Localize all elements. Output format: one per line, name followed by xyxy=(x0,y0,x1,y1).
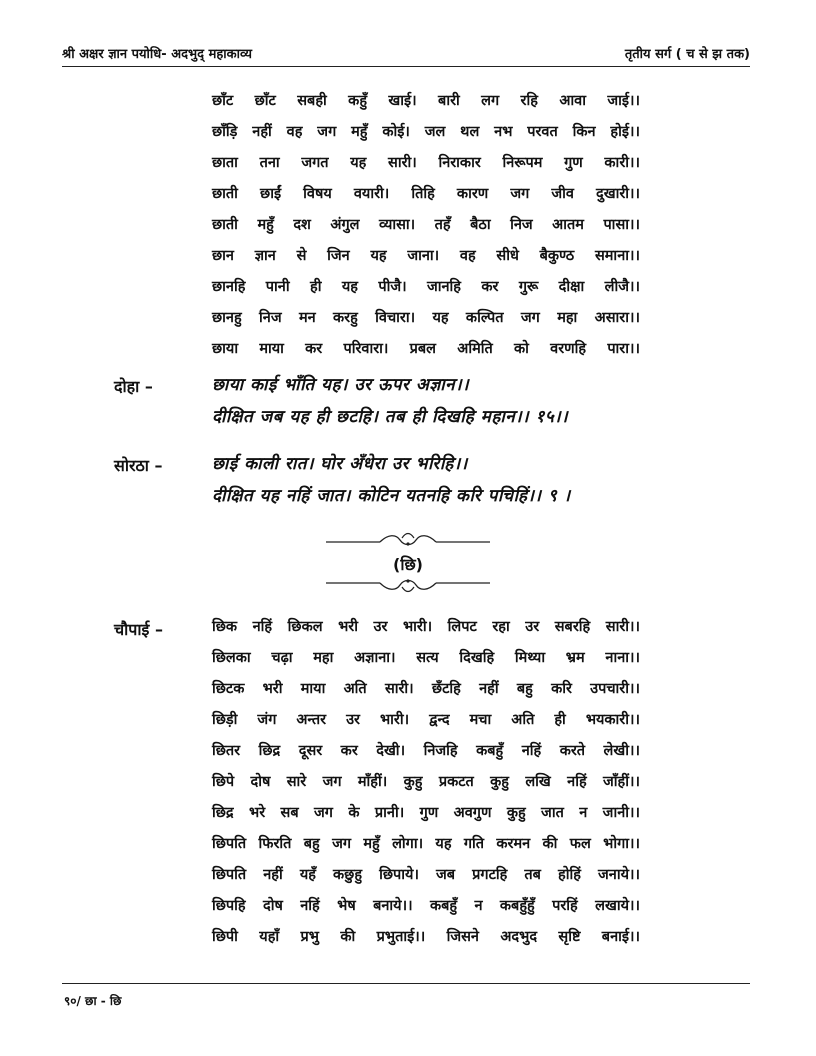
verse-line: छिपहि दोष नहिं भेष बनाये।। कबहुँ न कबहुँहुँ परहिं लखाये।। xyxy=(212,898,640,914)
ornament-divider-top xyxy=(318,530,498,550)
verse-line: छानहि पानी ही यह पीजै। जानहि कर गुरू दीक्षा लीजै।। xyxy=(212,279,640,295)
doha-block xyxy=(212,369,702,433)
verse-line: छितर छिद्र दूसर कर देखी। निजहि कबहुँ नहिं करते लेखी।। xyxy=(212,743,640,759)
section-heading: (छि) xyxy=(393,555,423,574)
verse-line: छिपति फिरति बहु जग महुँ लोगा। यह गति करमन की फल भोगा।। xyxy=(212,836,640,852)
verse-line: छाँड़ि नहीं वह जग महुँ कोई। जल थल नभ परवत किन होई।। xyxy=(212,124,640,140)
verse-line: छिपे दोष सारे जग माँहीं। कुहु प्रकटत कुहु लखि नहिं जाँहीं।। xyxy=(212,774,640,790)
book-title: श्री अक्षर ज्ञान पयोधि- अदभुद् महाकाव्य xyxy=(62,47,252,62)
sortha-line: दीक्षित यह नहिं जात। कोटिन यतनहि करि पचिहिं।। ९ । xyxy=(212,486,571,506)
verse-line: छाती महुँ दश अंगुल व्यासा। तहँ बैठा निज आतम पासा।। xyxy=(212,217,640,233)
verse-line: छानहु निज मन करहु विचारा। यह कल्पित जग महा असारा।। xyxy=(212,310,640,326)
verse-line: छाता तना जगत यह सारी। निराकार निरूपम गुण कारी।। xyxy=(212,155,640,171)
doha-line: छाया काई भाँति यह। उर ऊपर अज्ञान।। xyxy=(212,375,470,395)
verse-line: छिटक भरी माया अति सारी। छँटहि नहीं बहु करि उपचारी।। xyxy=(212,681,640,697)
verse-line: छिड़ी जंग अन्तर उर भारी। द्वन्द मचा अति ही भयकारी।। xyxy=(212,712,640,728)
footer-rule xyxy=(62,983,750,984)
verse-line: छिद्र भरे सब जग के प्रानी। गुण अवगुण कुहु जात न जानी।। xyxy=(212,805,640,821)
page-header xyxy=(62,42,750,64)
verse-line: छिक नहिं छिकल भरी उर भारी। लिपट रहा उर सबरहि सारी।। xyxy=(212,619,640,635)
sortha-line: छाई काली रात। घोर अँधेरा उर भरिहि।। xyxy=(212,454,468,474)
verse-line: छिपी यहाँ प्रभु की प्रभुताई।। जिसने अदभुद सृष्टि बनाई।। xyxy=(212,929,640,945)
doha-line: दीक्षित जब यह ही छटहि। तब ही दिखहि महान।। १५।। xyxy=(212,407,569,427)
sortha-label: सोरठा – xyxy=(114,456,163,475)
verse-line: छिलका चढ़ा महा अज्ञाना। सत्य दिखहि मिथ्या भ्रम नाना।। xyxy=(212,650,640,666)
sortha-block xyxy=(212,448,702,512)
doha-label: दोहा – xyxy=(114,377,153,396)
verse-line: छाँट छाँट सबही कहुँ खाई। बारी लग रहि आवा जाई।। xyxy=(212,93,640,109)
verse-block-chha xyxy=(212,86,640,365)
page-footer: ९०/ छा - छि xyxy=(64,994,122,1008)
verse-line: छिपति नहीं यहँ कछुहु छिपाये। जब प्रगटहि तब होहिं जनाये।। xyxy=(212,867,640,883)
chapter-title: तृतीय सर्ग ( च से झ तक) xyxy=(624,47,750,62)
chaupai-label: चौपाई – xyxy=(114,620,163,639)
verse-block-chhi xyxy=(212,612,640,953)
ornament-divider-bottom xyxy=(318,574,498,594)
verse-line: छाया माया कर परिवारा। प्रबल अमिति को वरणहि पारा।। xyxy=(212,341,640,357)
verse-line: छान ज्ञान से जिन यह जाना। वह सीधे बैकुण्ठ समाना।। xyxy=(212,248,640,264)
verse-line: छाती छाईं विषय वयारी। तिहि कारण जग जीव दुखारी।। xyxy=(212,186,640,202)
header-rule xyxy=(62,66,750,67)
